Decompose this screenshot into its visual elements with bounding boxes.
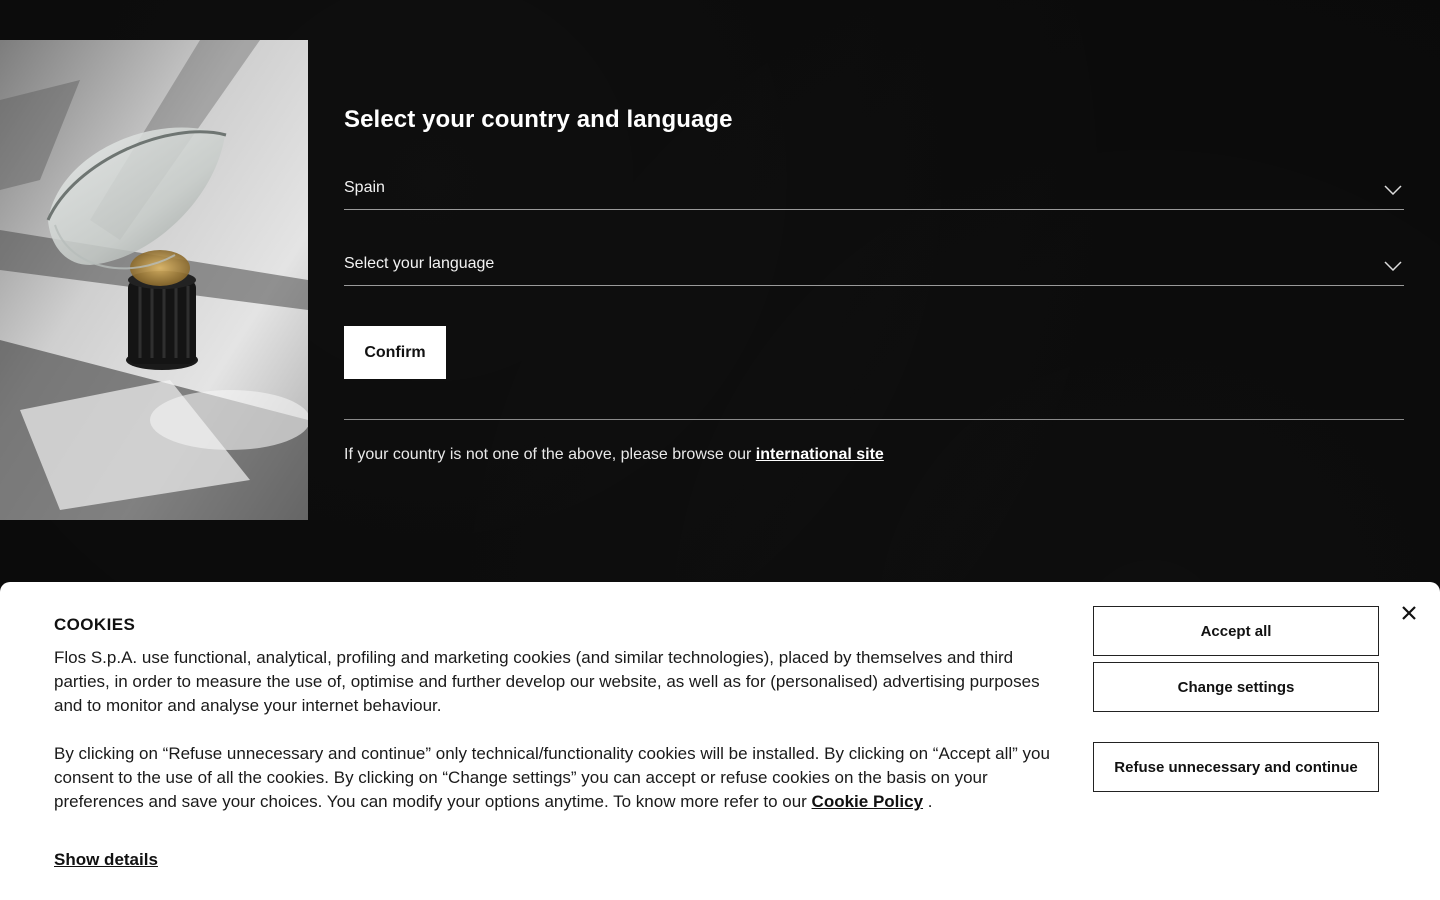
international-site-link[interactable]: international site xyxy=(755,446,884,463)
cookie-consent-info xyxy=(54,742,1070,814)
language-select[interactable] xyxy=(344,242,1404,286)
cookie-description: Flos S.p.A. use functional, analytical, profiling and marketing cookies (and similar technologies), placed by themselves and third parties, in order to measure the use of, optimise and further develop our website, as well as for (personalised) advertising purposes and to monitor and analyse your internet behaviour. xyxy=(54,648,1040,715)
show-details-link[interactable]: Show details xyxy=(54,850,158,869)
cookie-consent-text-end: . xyxy=(923,792,933,811)
chevron-down-icon xyxy=(1384,261,1402,271)
table-lamp-photo xyxy=(0,40,308,520)
cookie-consent-text: By clicking on “Refuse unnecessary and continue” only technical/functionality cookies will be installed. By clicking on “Accept all” you consent to the use of all the cookies. By clicking on “Change settings” you can accept or refuse cookies on the basis on your preferences and save your choices. You can modify your options anytime. To know more refer to our xyxy=(54,744,1050,811)
confirm-button[interactable]: Confirm xyxy=(344,326,446,379)
close-cookie-banner-button[interactable] xyxy=(1398,602,1420,624)
cookie-banner xyxy=(0,582,1440,900)
international-site-note xyxy=(344,446,1404,464)
country-select-value: Spain xyxy=(344,178,385,196)
chevron-down-icon xyxy=(1384,185,1402,195)
language-select-placeholder: Select your language xyxy=(344,254,495,272)
close-icon xyxy=(1401,605,1417,621)
accept-all-button[interactable]: Accept all xyxy=(1093,606,1379,656)
country-language-panel xyxy=(344,100,1404,464)
divider xyxy=(344,419,1404,420)
page-title: Select your country and language xyxy=(344,106,733,133)
cookie-banner-title: COOKIES xyxy=(54,615,136,634)
refuse-unnecessary-button[interactable]: Refuse unnecessary and continue xyxy=(1093,742,1379,792)
cookie-policy-link[interactable]: Cookie Policy xyxy=(811,792,924,811)
country-select[interactable] xyxy=(344,166,1404,210)
hero-image xyxy=(0,40,308,520)
change-settings-button[interactable]: Change settings xyxy=(1093,662,1379,712)
international-site-text: If your country is not one of the above, please browse our xyxy=(344,446,756,463)
